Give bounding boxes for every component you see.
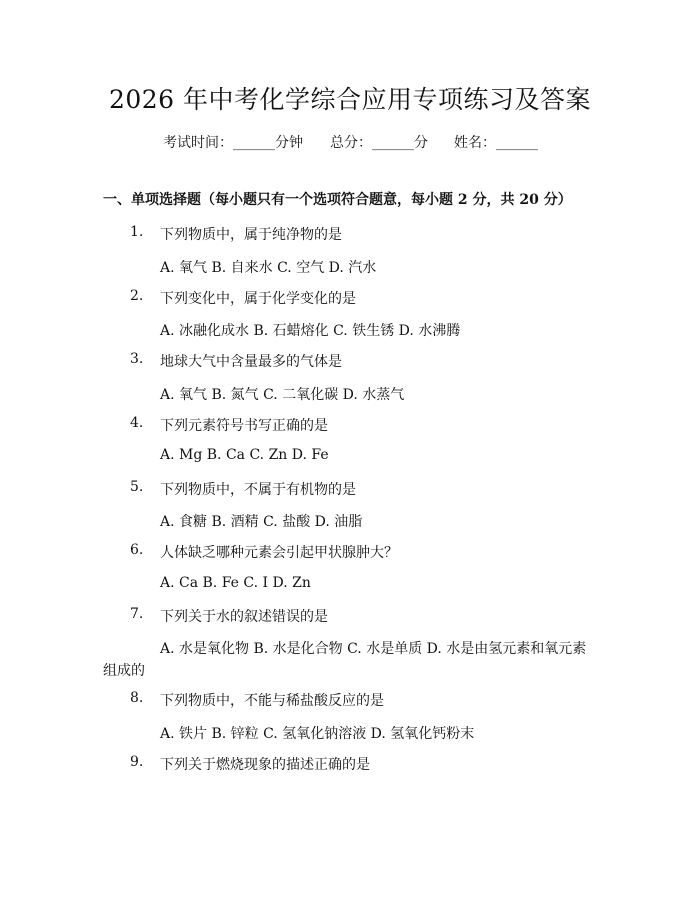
question-options-continuation: 组成的	[103, 663, 145, 679]
question-text: 下列变化中，属于化学变化的是	[160, 291, 356, 307]
question-options: A. Mg B. Ca C. Zn D. Fe	[160, 447, 329, 463]
question-number: 2.	[130, 288, 144, 304]
question-text: 地球大气中含量最多的气体是	[160, 354, 342, 370]
question-text: 下列物质中，属于纯净物的是	[160, 227, 342, 243]
page-title: 2026 年中考化学综合应用专项练习及答案	[108, 85, 592, 114]
question-options: A. 食糖 B. 酒精 C. 盐酸 D. 油脂	[160, 514, 363, 530]
question-number: 5.	[130, 479, 144, 495]
question-options: A. Ca B. Fe C. I D. Zn	[160, 575, 311, 591]
question-number: 4.	[130, 415, 144, 431]
question-number: 9.	[130, 754, 144, 770]
question-number: 7.	[130, 606, 144, 622]
question-number: 1.	[130, 224, 144, 240]
question-text: 下列物质中，不属于有机物的是	[160, 482, 356, 498]
question-options: A. 水是氧化物 B. 水是化合物 C. 水是单质 D. 水是由氢元素和氧元素	[160, 641, 587, 657]
question-text: 下列关于水的叙述错误的是	[160, 609, 328, 625]
question-number: 6.	[130, 542, 144, 558]
question-options: A. 氧气 B. 自来水 C. 空气 D. 汽水	[160, 260, 377, 276]
student-name-field: 姓名：______	[454, 135, 538, 151]
section-heading: 一、单项选择题（每小题只有一个选项符合题意，每小题 2 分，共 20 分）	[103, 192, 572, 208]
total-score-field: 总分：______分	[330, 135, 428, 151]
question-text: 人体缺乏哪种元素会引起甲状腺肿大？	[160, 545, 398, 561]
question-text: 下列关于燃烧现象的描述正确的是	[160, 757, 370, 773]
question-text: 下列元素符号书写正确的是	[160, 418, 328, 434]
question-options: A. 氧气 B. 氮气 C. 二氧化碳 D. 水蒸气	[160, 387, 405, 403]
exam-time-field: 考试时间：______分钟	[163, 135, 303, 151]
question-number: 8.	[130, 690, 144, 706]
question-options: A. 铁片 B. 锌粒 C. 氢氧化钠溶液 D. 氢氧化钙粉末	[160, 726, 475, 742]
question-number: 3.	[130, 351, 144, 367]
question-options: A. 冰融化成水 B. 石蜡熔化 C. 铁生锈 D. 水沸腾	[160, 323, 461, 339]
question-text: 下列物质中，不能与稀盐酸反应的是	[160, 693, 384, 709]
